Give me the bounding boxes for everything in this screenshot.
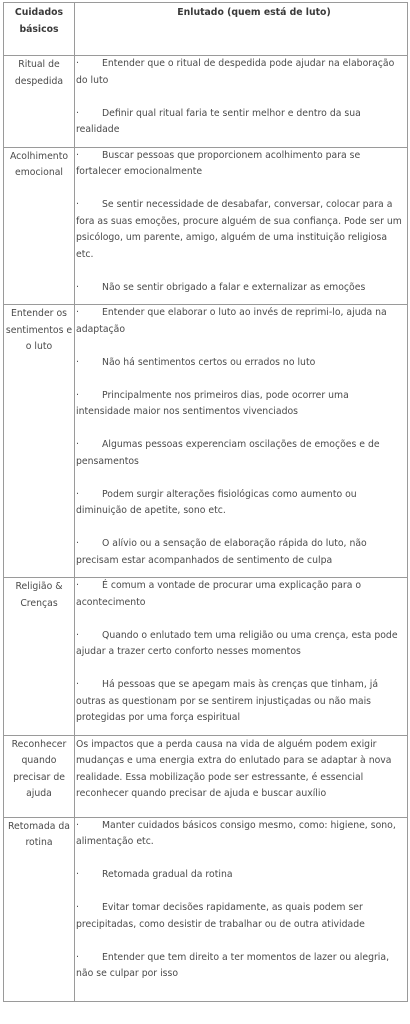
bullet-marker: · [76, 819, 79, 831]
list-item: · Não há sentimentos certos ou errados no luto [76, 355, 405, 372]
list-item: · Entender que elaborar o luto ao invés de reprimi-lo, ajuda na adaptação [76, 307, 387, 335]
list-item: · Definir qual ritual faria te sentir melhor e dentro da sua realidade [76, 107, 361, 135]
list-item: · Algumas pessoas experenciam oscilações de emoções e de pensamentos [76, 439, 380, 467]
category-retomada-rotina: Retomada da rotina [4, 817, 75, 1001]
paragraph-reconhecer-ajuda: Os impactos que a perda causa na vida de alguém podem exigir mudanças e uma energia extra do enlutado para se adaptar à nova realidade. Essa mobilização pode ser estressante, é essencial reconhecer quando precisar de ajuda e buscar auxílio [75, 735, 408, 817]
bullet-marker: · [76, 199, 79, 210]
list-item: · Se sentir necessidade de desabafar, conversar, colocar para a fora as suas emoções, procure alguém de sua confiança. Pode ser um psicólogo, um parente, amigo, alguém de uma instituição religiosa etc. [76, 199, 402, 260]
list-item: · Evitar tomar decisões rapidamente, as quais podem ser precipitadas, como desistir de trabalhar ou de outra atividade [76, 902, 365, 930]
category-entender-sentimentos: Entender os sentimentos e o luto [4, 305, 75, 578]
table-row [4, 735, 408, 817]
list-item: · É comum a vontade de procurar uma explicação para o acontecimento [76, 580, 362, 608]
table-row [4, 305, 408, 578]
category-reconhecer-ajuda: Reconhecer quando precisar de ajuda [4, 735, 75, 817]
bullet-marker: · [76, 439, 79, 450]
bullet-marker: · [76, 307, 79, 318]
list-item: · Buscar pessoas que proporcionem acolhimento para se fortalecer emocionalmente [76, 149, 361, 177]
items-ritual-despedida [75, 56, 408, 148]
bullet-marker: · [76, 58, 79, 69]
bullet-marker: · [76, 488, 79, 500]
bullet-marker: · [76, 538, 79, 549]
bullet-marker: · [76, 951, 79, 963]
bullet-marker: · [76, 107, 79, 119]
header-bereaved: Enlutado (quem está de luto) [75, 3, 408, 56]
header-basic-care: Cuidados básicos [4, 3, 75, 56]
bullet-marker: · [76, 629, 79, 641]
list-item: · Manter cuidados básicos consigo mesmo, como: higiene, sono, alimentação etc. [76, 819, 396, 847]
table-row [4, 578, 408, 736]
table-header-row [4, 3, 408, 56]
bullet-marker: · [76, 679, 79, 690]
table-row [4, 56, 408, 148]
table-row [4, 147, 408, 305]
list-item: · Principalmente nos primeiros dias, pode ocorrer uma intensidade maior nos sentimentos vivenciados [76, 389, 349, 417]
category-acolhimento-emocional: Acolhimento emocional [4, 147, 75, 305]
bullet-marker: · [76, 389, 79, 401]
bullet-marker: · [76, 902, 79, 913]
grief-care-table [3, 2, 408, 1002]
category-religiao-crencas: Religião & Crenças [4, 578, 75, 736]
bullet-marker: · [76, 356, 79, 368]
table-row [4, 817, 408, 1001]
list-item: · Podem surgir alterações fisiológicas como aumento ou diminuição de apetite, sono etc. [76, 488, 357, 516]
items-retomada-rotina [75, 817, 408, 1001]
bullet-marker: · [76, 580, 79, 591]
items-entender-sentimentos [75, 305, 408, 578]
bullet-marker: · [76, 149, 79, 161]
list-item: · Entender que tem direito a ter momentos de lazer ou alegria, não se culpar por isso [76, 951, 390, 979]
list-item: · Há pessoas que se apegam mais às crenças que tinham, já outras as questionam por se sentirem injustiçadas ou não mais protegidas por uma força espiritual [76, 679, 379, 723]
list-item: · Retomada gradual da rotina [76, 867, 405, 884]
items-acolhimento-emocional [75, 147, 408, 305]
category-ritual-despedida: Ritual de despedida [4, 56, 75, 148]
list-item: · O alívio ou a sensação de elaboração rápida do luto, não precisam estar acompanhados de sentimento de culpa [76, 538, 367, 566]
items-religiao-crencas [75, 578, 408, 736]
list-item: · Não se sentir obrigado a falar e externalizar as emoções [76, 280, 405, 297]
bullet-marker: · [76, 281, 79, 293]
list-item: · Quando o enlutado tem uma religião ou uma crença, esta pode ajudar a trazer certo conforto nesses momentos [76, 629, 398, 657]
bullet-marker: · [76, 869, 79, 880]
list-item: · Entender que o ritual de despedida pode ajudar na elaboração do luto [76, 58, 395, 86]
